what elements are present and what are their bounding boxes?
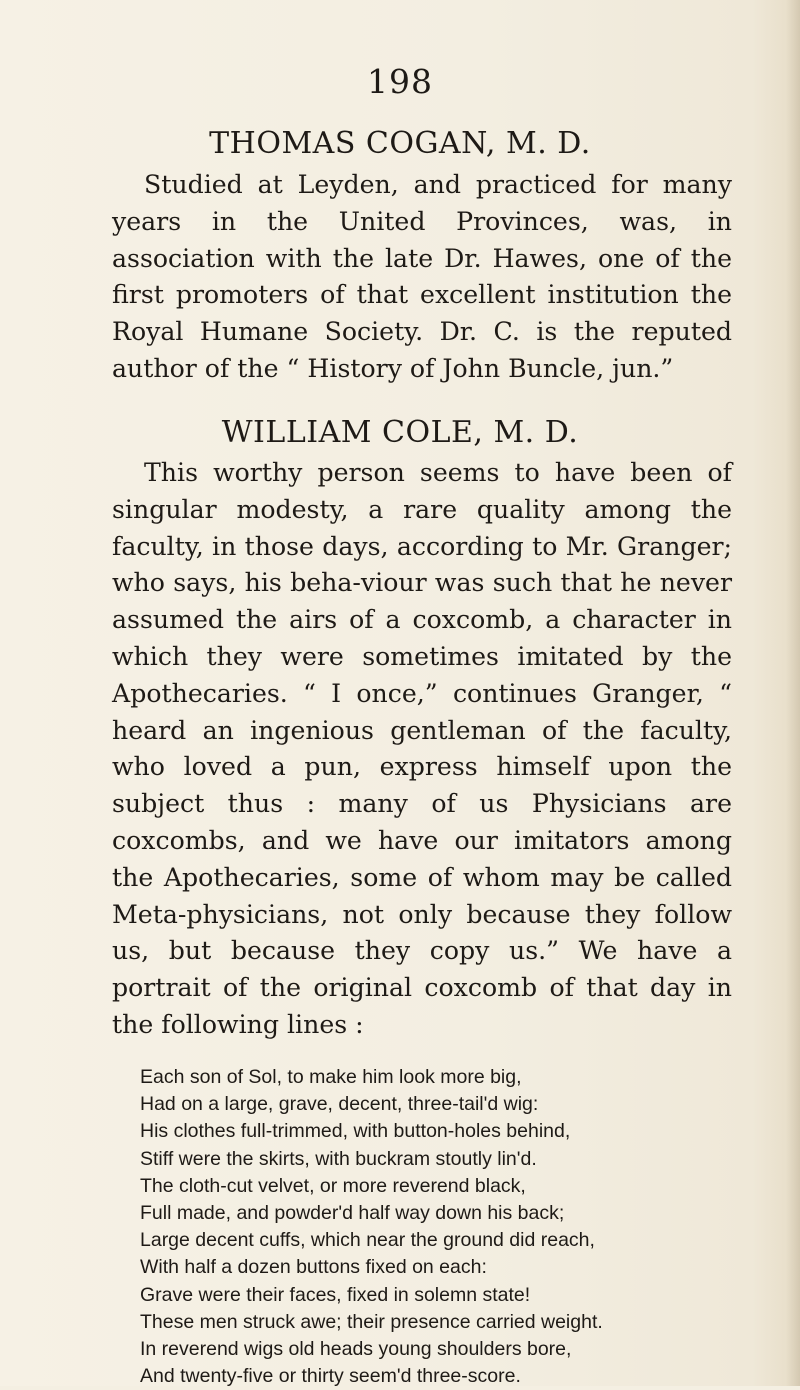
verse-line: These men struck awe; their presence carried weight. [140, 1310, 603, 1333]
verse-line: Grave were their faces, fixed in solemn state! [140, 1283, 531, 1306]
entry-heading-cogan: THOMAS COGAN, M. D. [209, 126, 591, 161]
verse-block [140, 1064, 740, 1390]
verse-line: The cloth-cut velvet, or more reverend black, [140, 1174, 526, 1197]
page-edge-shadow [786, 0, 800, 1386]
verse-line: Stiff were the skirts, with buckram stoutly lin'd. [140, 1147, 537, 1170]
entry-body-cole: This worthy person seems to have been of singular modesty, a rare quality among the faculty, in those days, according to Mr. Granger; who says, his beha-viour was such that he never assumed the airs of a coxcomb, a character in which they were sometimes imitated by the Apothecaries. “ I once,” continues Granger, “ heard an ingenious gentleman of the faculty, who loved a pun, express himself upon the subject thus : many of us Physicians are coxcombs, and we have our imitators among the Apothecaries, some of whom may be called Meta-physicians, not only because they follow us, but because they copy us.” We have a portrait of the original coxcomb of that day in the following lines : [112, 458, 732, 1039]
verse-line: Each son of Sol, to make him look more big, [140, 1066, 522, 1088]
verse-line: In reverend wigs old heads young shoulders bore, [140, 1338, 572, 1361]
verse-line: Full made, and powder'd half way down his back; [140, 1202, 565, 1225]
entry-body-cogan: Studied at Leyden, and practiced for many years in the United Provinces, was, in association with the late Dr. Hawes, one of the first promoters of that excellent institution the Royal Humane Society. Dr. C. is the reputed author of the “ History of John Buncle, jun.” [112, 170, 732, 383]
verse-line: Large decent cuffs, which near the ground did reach, [140, 1229, 595, 1252]
page-number: 198 [367, 62, 433, 101]
verse-line: And twenty-five or thirty seem'd three-score. [140, 1365, 521, 1388]
verse-line: With half a dozen buttons fixed on each: [140, 1256, 487, 1279]
verse-line: His clothes full-trimmed, with button-holes behind, [140, 1120, 571, 1143]
entry-heading-cole: WILLIAM COLE, M. D. [221, 415, 579, 450]
verse-line: Had on a large, grave, decent, three-tail'd wig: [140, 1093, 539, 1116]
